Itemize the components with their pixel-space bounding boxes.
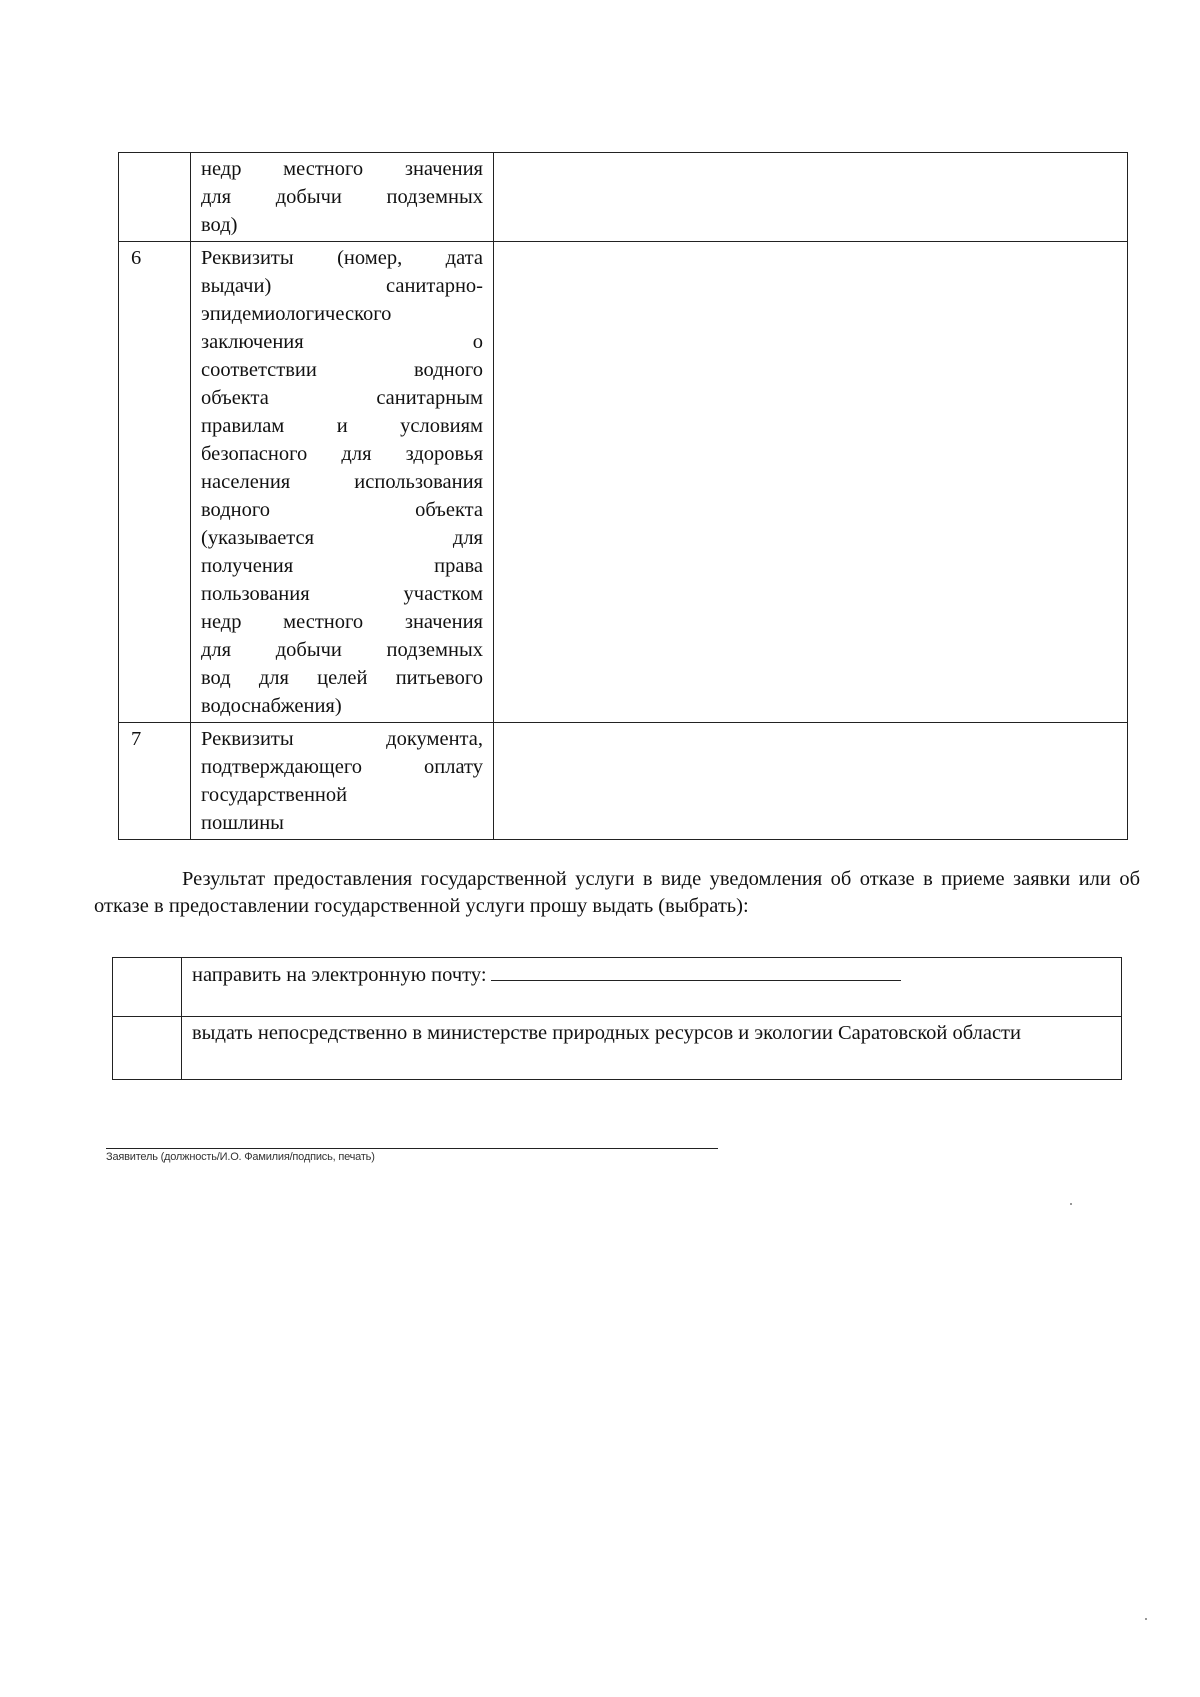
row-description: [191, 723, 494, 840]
scan-speck: [1070, 1203, 1072, 1205]
email-option-label: направить на электронную почту:: [192, 964, 487, 986]
description-line: эпидемиологического: [201, 303, 392, 325]
email-option-checkbox[interactable]: [113, 958, 182, 1017]
row-value-field[interactable]: [494, 242, 1128, 723]
description-line: пошлины: [201, 812, 284, 834]
signature-line[interactable]: [106, 1148, 718, 1149]
description-line: водоснабжения): [201, 695, 342, 717]
table-row: [119, 723, 1128, 840]
description-line: объекта санитарным: [201, 387, 483, 409]
description-line: пользования участком: [201, 583, 483, 605]
description-line: недр местного значения: [201, 158, 483, 180]
application-details-table: [118, 152, 1128, 840]
description-line: недр местного значения: [201, 611, 483, 633]
row-value-field[interactable]: [494, 153, 1128, 242]
description-line: Реквизиты документа,: [201, 728, 483, 750]
table-row: [119, 242, 1128, 723]
row-number: 6: [119, 242, 191, 723]
description-line: заключения о: [201, 331, 483, 353]
row-description: [191, 153, 494, 242]
description-line: водного объекта: [201, 499, 483, 521]
row-number: 7: [119, 723, 191, 840]
description-line: для добычи подземных: [201, 639, 483, 661]
description-line: вод для целей питьевого: [201, 667, 483, 689]
email-option: [182, 958, 1122, 1017]
row-description: [191, 242, 494, 723]
in-person-option-label: выдать непосредственно в министерстве природных ресурсов и экологии Саратовской области: [182, 1017, 1122, 1080]
scan-speck: [1145, 1618, 1147, 1620]
description-line: соответствии водного: [201, 359, 483, 381]
description-line: (указывается для: [201, 527, 483, 549]
in-person-option-checkbox[interactable]: [113, 1017, 182, 1080]
description-line: государственной: [201, 784, 348, 806]
result-delivery-paragraph: Результат предоставления государственной услуги в виде уведомления об отказе в приеме заявки или об отказе в предоставлении государственной услуги прошу выдать (выбрать):: [94, 868, 1140, 917]
delivery-options-table: [112, 957, 1122, 1080]
description-line: для добычи подземных: [201, 186, 483, 208]
description-line: населения использования: [201, 471, 483, 493]
row-value-field[interactable]: [494, 723, 1128, 840]
description-line: выдачи) санитарно-: [201, 275, 483, 297]
description-line: Реквизиты (номер, дата: [201, 247, 483, 269]
description-line: вод): [201, 214, 238, 236]
description-line: безопасного для здоровья: [201, 443, 483, 465]
description-line: правилам и условиям: [201, 415, 483, 437]
row-number: [119, 153, 191, 242]
option-row-in-person: [113, 1017, 1122, 1080]
signature-caption: Заявитель (должность/И.О. Фамилия/подпись, печать): [106, 1151, 375, 1163]
table-row: [119, 153, 1128, 242]
description-line: подтверждающего оплату: [201, 756, 483, 778]
email-input-line[interactable]: [491, 962, 901, 981]
option-row-email: [113, 958, 1122, 1017]
description-line: получения права: [201, 555, 483, 577]
